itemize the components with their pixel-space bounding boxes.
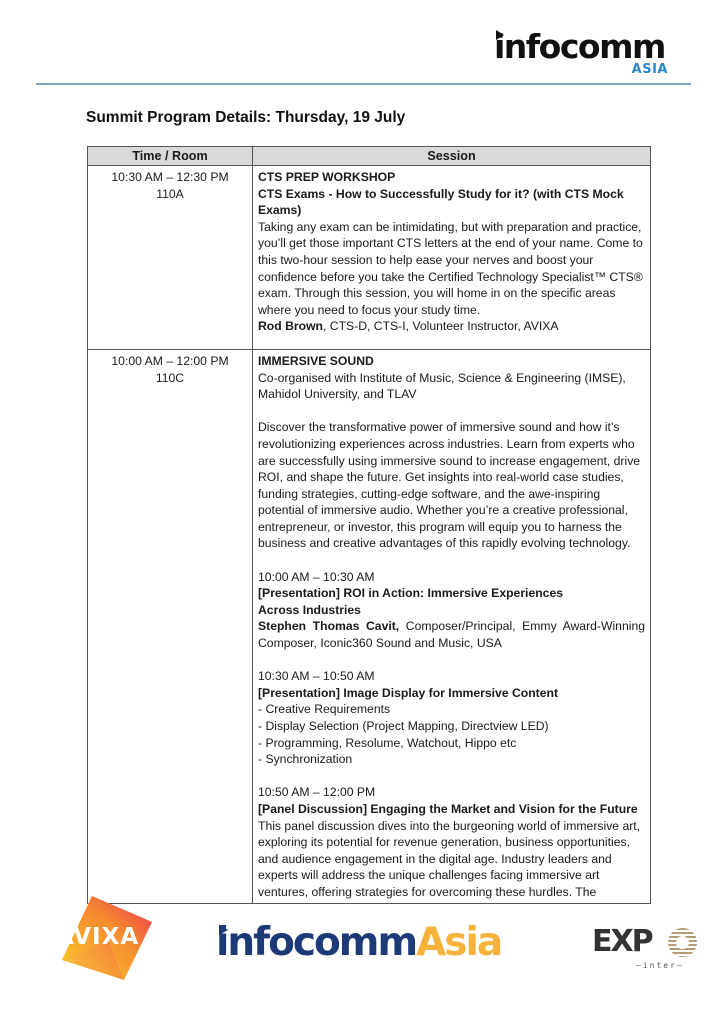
sub-session-title: [Presentation] ROI in Action: Immersive Experiences Across Industries (258, 586, 564, 617)
speaker-name: Stephen Thomas Cavit, (258, 619, 400, 634)
time-room-cell (88, 349, 253, 903)
speaker-details: Composer/Principal, Emmy Award-Winning Composer, Iconic360 Sound and Music, USA (258, 619, 646, 651)
speaker-name: Rod Brown (258, 319, 323, 334)
sub-session (258, 784, 645, 900)
time-room-cell (88, 166, 253, 350)
session-cell (253, 349, 651, 903)
table-header-row (88, 147, 651, 166)
infocomm-asia-wordmark (216, 920, 501, 966)
sub-session-title: [Presentation] Image Display for Immersive Content (258, 685, 559, 700)
session-room: 110C (155, 370, 185, 385)
sub-session-time: 10:30 AM – 10:50 AM (258, 669, 375, 684)
bullet-item: - Programming, Resolume, Watchout, Hippo etc (258, 735, 517, 750)
infocomm-asia-header-logo (494, 28, 674, 80)
expo-o-ring-icon (668, 928, 697, 957)
page-title: Summit Program Details: Thursday, 19 July (86, 109, 406, 126)
speaker-details: , CTS-D, CTS-I, Volunteer Instructor, AVIXA (323, 319, 559, 334)
session-title: CTS Exams - How to Successfully Study for it? (with CTS Mock Exams) (258, 186, 624, 218)
bullet-item: - Display Selection (Project Mapping, Directview LED) (258, 719, 549, 733)
header-divider (36, 83, 691, 85)
session-time: 10:00 AM – 12:00 PM (111, 353, 229, 368)
table-row (88, 166, 651, 350)
sub-session-description: This panel discussion dives into the burgeoning world of immersive art, exploring its potential for revenue generation, business opportunities, and audience engagement in the digital age. Industry leaders and experts will address the unique challenges facing immersive art ventures, offering strategies for overcoming these hurdles. The (258, 818, 641, 899)
program-table (87, 146, 651, 904)
table-row (88, 349, 651, 903)
track-name: CTS PREP WORKSHOP (258, 170, 396, 184)
sub-session-time: 10:50 AM – 12:00 PM (258, 785, 376, 800)
session-cell (253, 166, 651, 350)
avixa-logo (52, 894, 162, 984)
spacer (258, 403, 645, 420)
logo-wordmark: infocomm (494, 27, 665, 66)
session-description: Taking any exam can be intimidating, but with preparation and practice, you’ll get those important CTS letters at the end of your name. Come to this two-hour session to help ease your nerves and boost your confidence before you take the Certified Technology Specialist™ CTS® exam. Through this session, you will home in on the specific areas where you need to focus your study time. (258, 219, 643, 317)
column-header-time-room: Time / Room (88, 147, 253, 166)
expo-inter-logo (592, 925, 707, 975)
expo-subtitle: —inter— (636, 961, 684, 970)
infocomm-word: infocomm (216, 920, 417, 965)
asia-word: Asia (416, 920, 502, 965)
speaker (258, 618, 645, 651)
spacer (258, 768, 645, 785)
column-header-session: Session (253, 147, 651, 166)
session-time: 10:30 AM – 12:30 PM (111, 170, 229, 184)
co-organised-note: Co-organised with Institute of Music, Science & Engineering (IMSE), Mahidol University, and TLAV (258, 370, 626, 402)
speaker (258, 318, 645, 335)
spacer (258, 652, 645, 669)
track-name: IMMERSIVE SOUND (258, 353, 374, 368)
sub-session (258, 569, 645, 652)
sub-session-title: [Panel Discussion] Engaging the Market and Vision for the Future (258, 801, 638, 816)
bullet-item: - Creative Requirements (258, 702, 391, 717)
logo-subtitle: ASIA (631, 62, 668, 77)
infocomm-asia-footer-logo (216, 918, 556, 968)
expo-word: EXP (592, 924, 652, 959)
spacer (258, 552, 645, 569)
session-room: 110A (156, 186, 184, 201)
bullet-item: - Synchronization (258, 752, 353, 767)
avixa-text: AVIXA (56, 924, 140, 950)
session-description: Discover the transformative power of immersive sound and how it’s revolutionizing experiences across industries. Learn from experts who are successfully using immersive sound to increase engagement, drive ROI, and shape the future. Get insights into real-world case studies, funding strategies, cutting-edge software, and the awe-inspiring potential of immersive audio. Whether you’re a creative professional, entrepreneur, or investor, this program will equip you to harness the business and creative advantages of this rapidly evolving technology. (258, 420, 641, 551)
sub-session-time: 10:00 AM – 10:30 AM (258, 569, 375, 584)
sub-session (258, 668, 645, 768)
